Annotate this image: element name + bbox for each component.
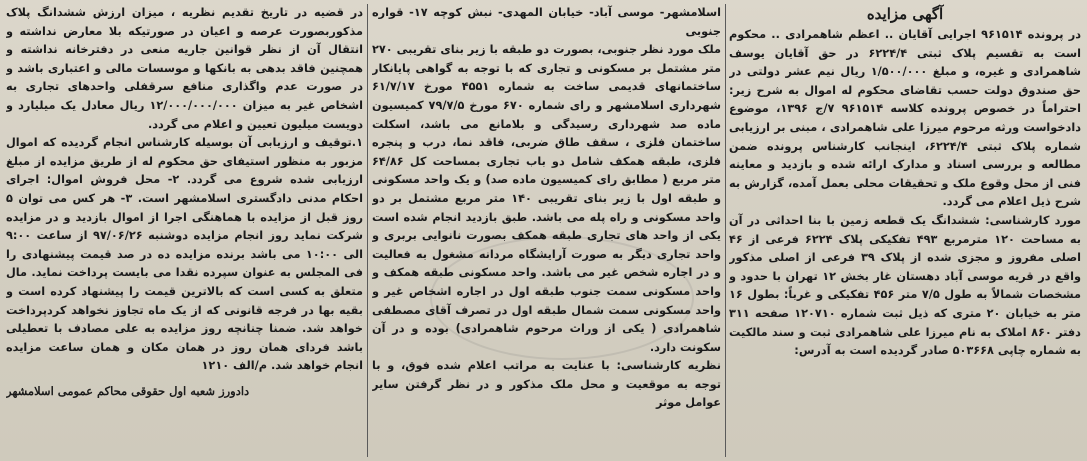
left-paragraph-2: ۱.توقیف و ارزیابی آن بوسیله کارشناس انجام گردیده که اموال مزبور به منظور استیفای حق محکوم له از طریق مزایده از مبلغ ارزیابی شده شروع می گردد. ۲- محل فروش اموال: اجرای احکام مدنی دادگستری اسلامشهر است. ۳- هر کس می توان ۵ روز قبل از مزایده با هماهنگی اجرا از اموال بازدید و در مزایده شرکت نماید روز انجام مزایده دوشنبه ۹۷/۰۶/۲۶ از ساعت ۹:۰۰ الی ۱۰:۰۰ می باشد برنده مزایده ده در صد قیمت پیشنهادی را فی المجلس به عنوان سپرده نقدا می بایست پرداخت نماید. مال متعلق به کسی است که بالاترین قیمت را پیشنهاد کرده است و بقیه بها در فرجه قانونی که از یک ماه تجاوز نخواهد کردپرداخت خواهد شد. ضمنا چنانچه روز مزایده به علی مصادف با تعطیلی باشد فردای همان روز در همان مکان و همان ساعت مزایده انجام خواهد شد. م/الف ۱۲۱۰ <box>6 136 363 373</box>
left-paragraph-1: در قضیه در تاریخ تقدیم نظریه ، میزان ارزش ششدانگ پلاک مذکوربصورت عرصه و اعیان در صورتیکه بلا معارض نداشته و انتقال آن از نظر قوانین جاریه منعی در دفترخانه نداشته و همچنین فاقد بدهی به بانکها و موسسات مالی و اعتباری باشد و در صورت عدم واگذاری منافع سرقفلی واحدهای تجاری به اشخاص غیر به میزان ۱۲/۰۰۰/۰۰۰/۰۰۰ ریال معادل یک میلیارد و دویست میلیون تعیین و اعلام می گردد. <box>6 6 363 131</box>
right-paragraph-1: در پرونده ۹۶۱۵۱۴ اجرایی آقایان .. اعظم شاهمرادی .. محکوم است به تقسیم پلاک ثبتی ۶۲۲۴/۴ در حق آقایان یوسف شاهمرادی و غیره، و مبلغ ۱/۵۰۰/۰۰۰ ریال نیم عشر دولتی در حق صندوق دولت حسب تقاضای محکوم له اموال به شرح زیر: احتراماً در خصوص پرونده کلاسه ۹۶۱۵۱۴ ۷/ج ۱۳۹۶، موضوع دادخواست ورثه مرحوم میرزا علی شاهمرادی ، مبنی بر ارزیابی شماره پلاک ثبتی ۶۲۲۴/۴، اینجانب کارشناس پرونده ضمن مطالعه و بررسی اسناد و مدارک ارائه شده و بازدید و معاینه فنی از محل وقوع ملک و تحقیقات محلی بعمل آمده، گزارش به شرح ذیل اعلام می گردد. <box>729 28 1081 209</box>
right-paragraph-2: مورد کارشناسی: ششدانگ یک قطعه زمین با بنا احداثی در آن به مساحت ۱۲۰ مترمربع ۴۹۳ تفکیکی پلاک ۶۲۲۴ فرعی از ۴۶ اصلی مفروز و مجزی شده از پلاک ۳۹ فرعی از اصلی مذکور واقع در قریه موسی آباد دهستان غار بخش ۱۲ تهران با حدود و مشخصات شمالاً به طول ۷/۵ متر ۴۵۶ تفکیکی و غرباً: بطول ۱۶ متر به خیابان ۲۰ متری که ذیل ثبت شماره ۱۲۰۷۱۰ صفحه ۳۱۱ دفتر ۸۶۰ املاک به نام میرزا علی شاهمرادی ثبت و سند مالکیت به شماره چاپی ۵۰۳۶۶۸ صادر گردیده است به آدرس: <box>729 213 1081 358</box>
notice-title: آگهی مزایده <box>866 5 944 23</box>
column-middle <box>372 4 721 457</box>
signature: دادورز شعبه اول حقوقی محاکم عمومی اسلامشهر <box>6 383 250 398</box>
middle-paragraph-3: نظریه کارشناسی: با عنایت به مراتب اعلام شده فوق، و با توجه به موقعیت و محل ملک مذکور و در نظر گرفتن سایر عوامل موثر <box>372 359 721 410</box>
column-right <box>729 4 1081 457</box>
column-divider-left <box>367 4 368 457</box>
middle-paragraph-1: اسلامشهر- موسی آباد- خیابان المهدی- نبش کوچه ۱۷- قواره جنوبی <box>372 6 721 38</box>
column-left <box>6 4 363 457</box>
column-divider-right <box>725 4 726 457</box>
middle-paragraph-2: ملک مورد نظر جنوبی، بصورت دو طبقه با زیر بنای تقریبی ۲۷۰ متر مشتمل بر مسکونی و تجاری که با توجه به گواهی پایانکار ساختمانهای قدیمی ساخت به شماره ۴۵۵۱ مورخ ۶۱/۷/۱۷ شهرداری اسلامشهر و رای شماره ۶۷۰ مورخ ۷۹/۷/۵ کمیسیون ماده صد شهرداری رسیدگی و بلامانع می باشد، اسکلت ساختمان فلزی ، سقف طاق ضربی، فاقد نما، درب و پنجره فلزی، طبقه همکف شامل دو باب تجاری بمساحت کل ۶۴/۸۶ متر مربع ( مطابق رای کمیسیون ماده صد) و یک واحد مسکونی و طبقه اول با زیر بنای تقریبی ۱۴۰ متر مربع مشتمل بر دو واحد مسکونی و راه پله می باشد. طبق بازدید انجام شده است یکی از واحد های تجاری طبقه همکف بصورت نانوایی بربری و واحد تجاری دیگر به صورت آرایشگاه مردانه مشغول به فعالیت و در اجاره شخص غیر می باشد. واحد مسکونی طبقه همکف و واحد مسکونی سمت جنوب طبقه اول در اجاره اشخاص غیر و واحد مسکونی سمت شمال طبقه اول در تصرف آقای مصطفی شاهمرادی ( یکی از وراث مرحوم شاهمرادی) بوده و در آن سکونت دارد. <box>372 43 721 354</box>
